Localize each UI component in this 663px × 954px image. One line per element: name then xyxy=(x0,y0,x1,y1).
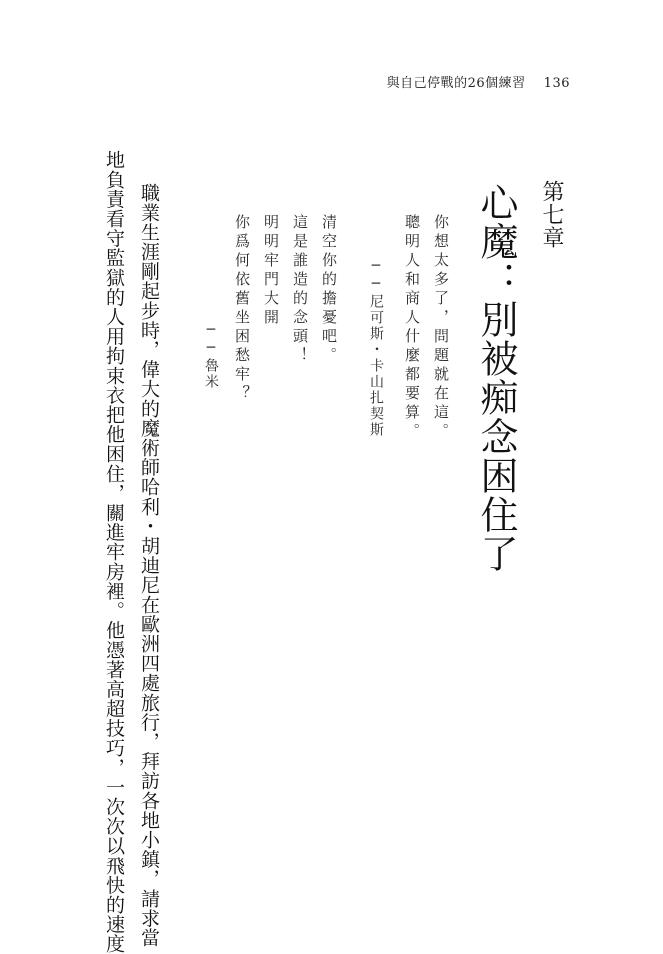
chapter-title: 心魔：別被痴念困住了 xyxy=(474,183,518,573)
book-title: 與自己停戰的26個練習 xyxy=(386,76,526,91)
epigraph-1-attribution: ──尼可斯・卡山扎契斯 xyxy=(368,258,384,438)
epigraph-1-line-2: 聰明人和商人什麼都要算。 xyxy=(403,214,421,442)
body-paragraph-line-1: 職業生涯剛起步時，偉大的魔術師哈利・胡迪尼在歐洲四處旅行，拜訪各地小鎮，請求當 xyxy=(138,183,160,948)
epigraph-2-line-1: 清空你的擔憂吧。 xyxy=(320,214,338,366)
chapter-label: 第七章 xyxy=(539,180,564,249)
epigraph-2-attribution: ──魯米 xyxy=(203,322,219,390)
epigraph-2-line-3: 明明牢門大開 xyxy=(262,214,280,328)
page-number: 136 xyxy=(543,76,570,91)
epigraph-2-line-2: 這是誰造的念頭！ xyxy=(291,214,309,366)
running-header xyxy=(387,72,570,91)
epigraph-2-line-4: 你爲何依舊坐困愁牢？ xyxy=(233,214,251,404)
epigraph-1-line-1: 你想太多了，問題就在這。 xyxy=(432,214,450,442)
body-paragraph-line-2: 地負責看守監獄的人用拘束衣把他困住，關進牢房裡。他憑著高超技巧，一次次以飛快的速度 xyxy=(103,150,125,954)
